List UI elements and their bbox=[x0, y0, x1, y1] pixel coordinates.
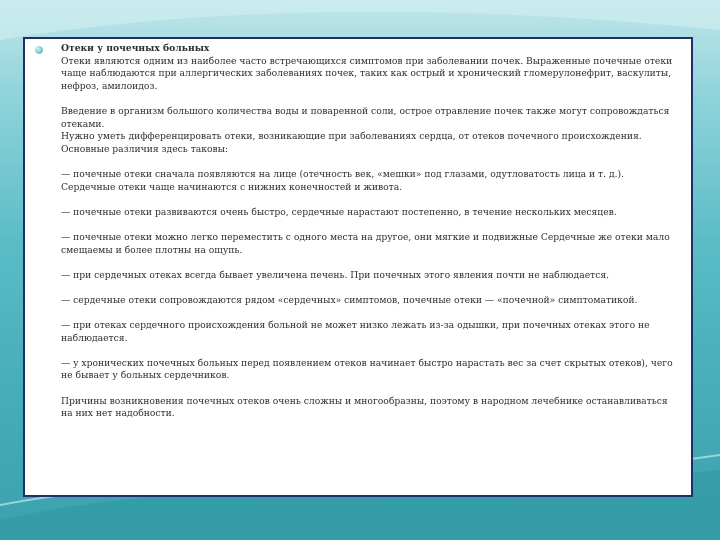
paragraph: — почечные отеки сначала появляются на лице (отечность век, «мешки» под глазами, одутловатость лица и т. д.). Сердечные отеки чаще начинаются с нижних конечностей и живота. bbox=[61, 168, 625, 193]
paragraph: Нужно уметь дифференцировать отеки, возникающие при заболеваниях сердца, от отеков почечного происхождения. Основные различия здесь таковы: bbox=[61, 131, 642, 155]
paragraph: — сердечные отеки сопровождаются рядом «сердечных» симптомов, почечные отеки — «почечной» симптоматикой. bbox=[61, 294, 638, 306]
paragraph: Введение в организм большого количества воды и поваренной соли, острое отравление почек также могут сопровождаться отеками. bbox=[61, 105, 670, 130]
slide-title: Отеки у почечных больных bbox=[61, 43, 210, 54]
slide-content-frame bbox=[23, 37, 693, 497]
paragraph: — почечные отеки можно легко переместить с одного места на другое, они мягкие и подвижные Сердечные же отеки мало смещаемы и более плотны на ощупь. bbox=[61, 231, 670, 256]
paragraph: — у хронических почечных больных перед появлением отеков начинает быстро нарастать вес за счет скрытых отеков), чего не бывает у больных сердечников. bbox=[61, 357, 673, 382]
bullet-icon bbox=[35, 46, 43, 54]
paragraph: — при отеках сердечного происхождения больной не может низко лежать из-за одышки, при почечных отеках этого не наблюдается. bbox=[61, 320, 650, 344]
paragraph: Отеки являются одним из наиболее часто встречающихся симптомов при заболевании почек. Выраженные почечные отеки чаще наблюдаются при аллергических заболеваниях почек, таких как острый и хронический гломерулонефрит, васкулиты, нефроз, амилоидоз. bbox=[61, 55, 673, 92]
paragraph: — при сердечных отеках всегда бывает увеличена печень. При почечных этого явления почти не наблюдается. bbox=[61, 269, 610, 281]
paragraph: — почечные отеки развиваются очень быстро, сердечные нарастают постепенно, в течение нескольких месяцев. bbox=[61, 206, 617, 218]
paragraph: Причины возникновения почечных отеков очень сложны и многообразны, поэтому в народном лечебнике останавливаться на них нет надобности. bbox=[61, 395, 668, 420]
slide-text-body bbox=[61, 43, 679, 433]
